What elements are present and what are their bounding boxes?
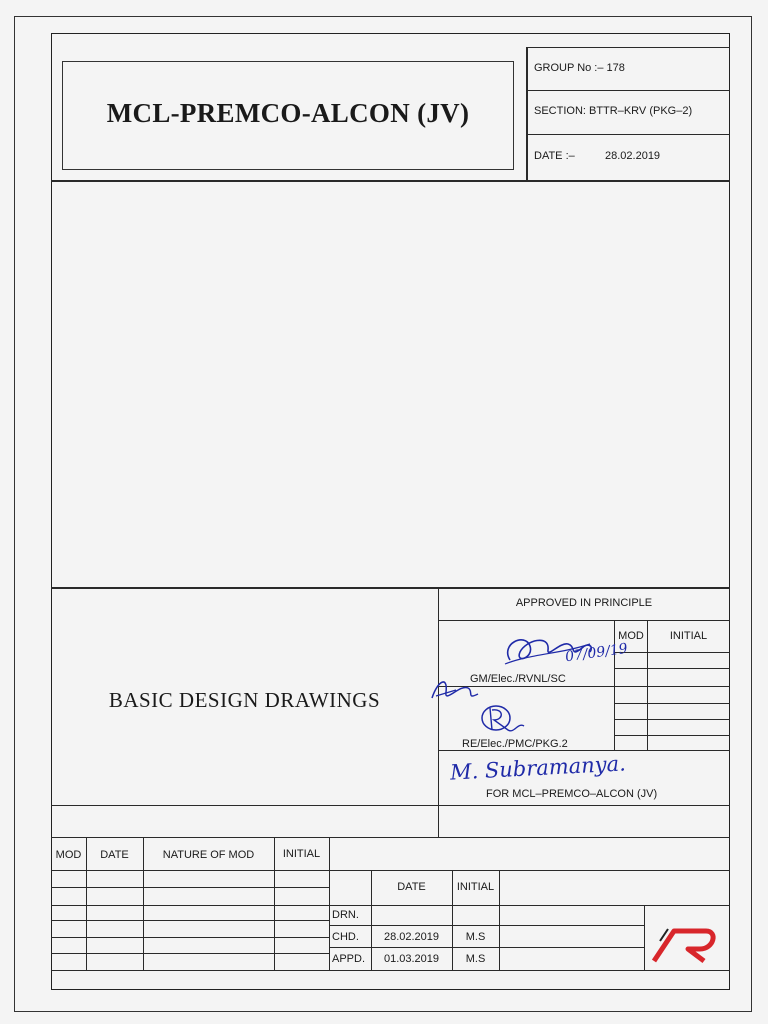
initial-col-header: INITIAL <box>282 848 321 860</box>
section-label: SECTION: BTTR–KRV (PKG–2) <box>534 105 693 117</box>
nature-of-mod-col-header: NATURE OF MOD <box>162 849 255 861</box>
appd-initial: M.S <box>465 953 486 965</box>
date-col-header: DATE <box>100 849 129 861</box>
company-title: MCL-PREMCO-ALCON (JV) <box>106 98 470 128</box>
approved-heading: APPROVED IN PRINCIPLE <box>515 597 653 609</box>
company-logo <box>648 911 720 965</box>
re-approver-label: RE/Elec./PMC/PKG.2 <box>462 738 568 750</box>
appd-label: APPD. <box>332 953 366 965</box>
group-number: GROUP No :– 178 <box>534 62 625 74</box>
drawing-title: BASIC DESIGN DRAWINGS <box>108 688 381 712</box>
contractor-label: FOR MCL–PREMCO–ALCON (JV) <box>486 788 658 800</box>
gm-signature-image <box>490 624 600 674</box>
gm-approver-label: GM/Elec./RVNL/SC <box>470 673 566 685</box>
mod-col-header: MOD <box>55 849 82 861</box>
date-label: DATE :– <box>534 150 575 162</box>
initial-label: INITIAL <box>669 630 708 642</box>
drawing-border <box>51 33 730 990</box>
appd-date: 01.03.2019 <box>383 953 440 965</box>
title-block-divider <box>51 587 730 589</box>
chd-initial: M.S <box>465 931 486 943</box>
date-value: 28.02.2019 <box>605 150 661 162</box>
re-signature-image <box>474 700 534 740</box>
sign-date-header: DATE <box>397 881 426 893</box>
chd-label: CHD. <box>332 931 359 943</box>
chd-date: 28.02.2019 <box>383 931 440 943</box>
mod-label: MOD <box>618 630 644 642</box>
contractor-signature: M. Subramanya. <box>449 751 627 785</box>
gm-sign-date: 07/09/19 <box>564 640 629 666</box>
drn-label: DRN. <box>332 909 359 921</box>
sign-initial-header: INITIAL <box>456 881 495 893</box>
